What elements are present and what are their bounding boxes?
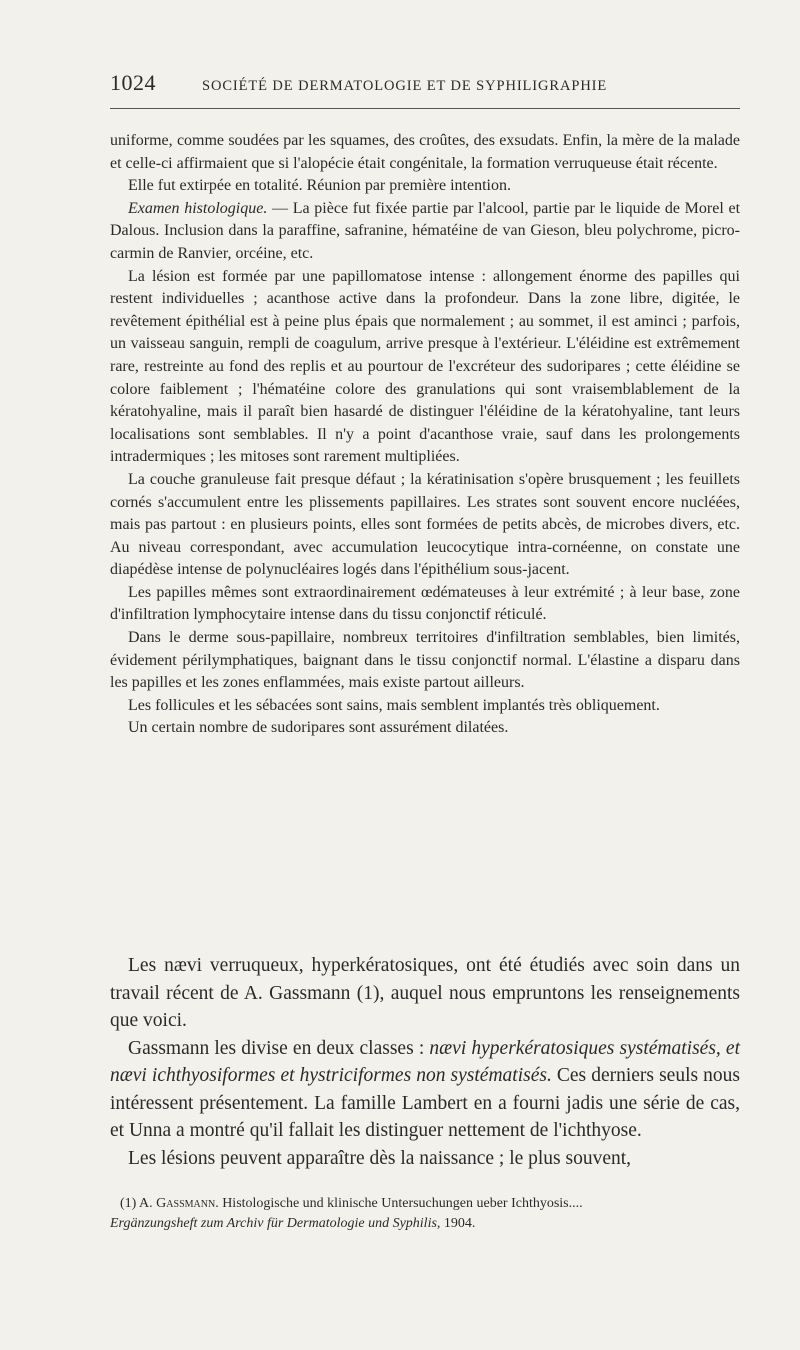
paragraph: Les nævi verruqueux, hyperkératosiques, ont été étudiés avec soin dans un travail récent de A. Gassmann (1), auquel nous empruntons les renseignements que voici. [110,955,740,1031]
running-title: SOCIÉTÉ DE DERMATOLOGIE ET DE SYPHILIGRAPHIE [202,78,608,94]
paragraph: Les papilles mêmes sont extraordinairement œdémateuses à leur extrémité ; à leur base, zone d'infiltration lymphocytaire intense dans du tissu conjonctif réticulé. [110,583,740,624]
paragraph: Dans le derme sous-papillaire, nombreux territoires d'infiltration semblables, bien limités, évidement périlymphatiques, baignant dans le tissu conjonctif normal. L'élastine a disparu dans les papilles et les zones enflammées, mais existe partout ailleurs. [110,629,740,692]
italic-text: nævi hyperkératosiques systématisés, et nævi ichthyosiformes et hystriciformes non systématisés. [110,1037,740,1086]
paragraph: Elle fut extirpée en totalité. Réunion par première intention. [128,177,511,195]
footnote [110,1194,740,1234]
page-number: 1024 [110,70,156,95]
paragraph: Les lésions peuvent apparaître dès la naissance ; le plus souvent, [128,1147,632,1169]
footnote-year: 1904. [440,1216,476,1231]
paragraph [110,198,740,266]
footnote-text: . Histologische und klinische Untersuchungen ueber Ichthyosis.... [215,1196,583,1211]
paragraph: La lésion est formée par une papillomatose intense : allongement énorme des papilles qui restent individuelles ; acanthose active dans la profondeur. Dans la zone libre, digitée, le revêtement épithélial est à peine plus épais que normalement ; au sommet, il est aminci ; parfois, un vaisseau sanguin, rempli de coagulum, arrive presque à l'extérieur. L'éléidine est extrêmement rare, restreinte au fond des replis et au pourtour de l'excréteur des sudoripares ; cette éléidine se colore faiblement ; l'hématéine colore des granulations qui sont vraisemblablement de la kératohyaline, mais il paraît bien hasardé de distinguer l'éléidine de la kératohyaline, tant leurs localisations sont semblables. Il n'y a point d'acanthose vraie, sauf dans les prolongements intradermiques ; les mitoses sont rarement multipliées. [110,267,740,466]
small-text-block [110,130,740,740]
paragraph-text: — La pièce fut fixée partie par l'alcool, partie par le liquide de Morel et Dalous. Inclusion dans la paraffine, safranine, hématéine de van Gieson, bleu polychrome, picro-carmin de Ranvier, orcéine, etc. [110,199,741,262]
paragraph: Un certain nombre de sudoripares sont assurément dilatées. [128,719,509,737]
paragraph-text: Gassmann les divise en deux classes : [128,1037,430,1059]
footnote-marker: (1) A. [120,1196,157,1211]
paragraph: Les follicules et les sébacées sont sains, mais semblent implantés très obliquement. [128,696,660,714]
footnote-journal: Ergänzungsheft zum Archiv für Dermatologie und Syphilis, [110,1216,441,1231]
header-rule [110,108,740,109]
paragraph [110,1035,740,1145]
section-heading: Examen histologique. [128,199,268,217]
page-header [110,70,740,104]
paragraph: La couche granuleuse fait presque défaut ; la kératinisation s'opère brusquement ; les feuillets cornés s'accumulent entre les plissements papillaires. Les strates sont souvent encore nucléées, mais pas partout : en plusieurs points, elles sont formées de petits abcès, de microbes divers, etc. Au niveau correspondant, avec accumulation leucocytique intra-cornéenne, on constate une diapédèse intense de polynucléaires logés dans l'épithélium sous-jacent. [110,470,740,579]
paragraph: uniforme, comme soudées par les squames, des croûtes, des exsudats. Enfin, la mère de la malade et celle-ci affirmaient que si l'alopécie était congénitale, la formation verruqueuse était récente. [110,132,740,172]
footnote-author: Gassmann [156,1196,216,1211]
paragraph-text: Ces derniers seuls nous intéressent présentement. La famille Lambert en a fourni jadis une série de cas, et Unna a montré qu'il fallait les distinguer nettement de l'ichthyose. [110,1065,740,1141]
large-text-block [110,952,740,1172]
